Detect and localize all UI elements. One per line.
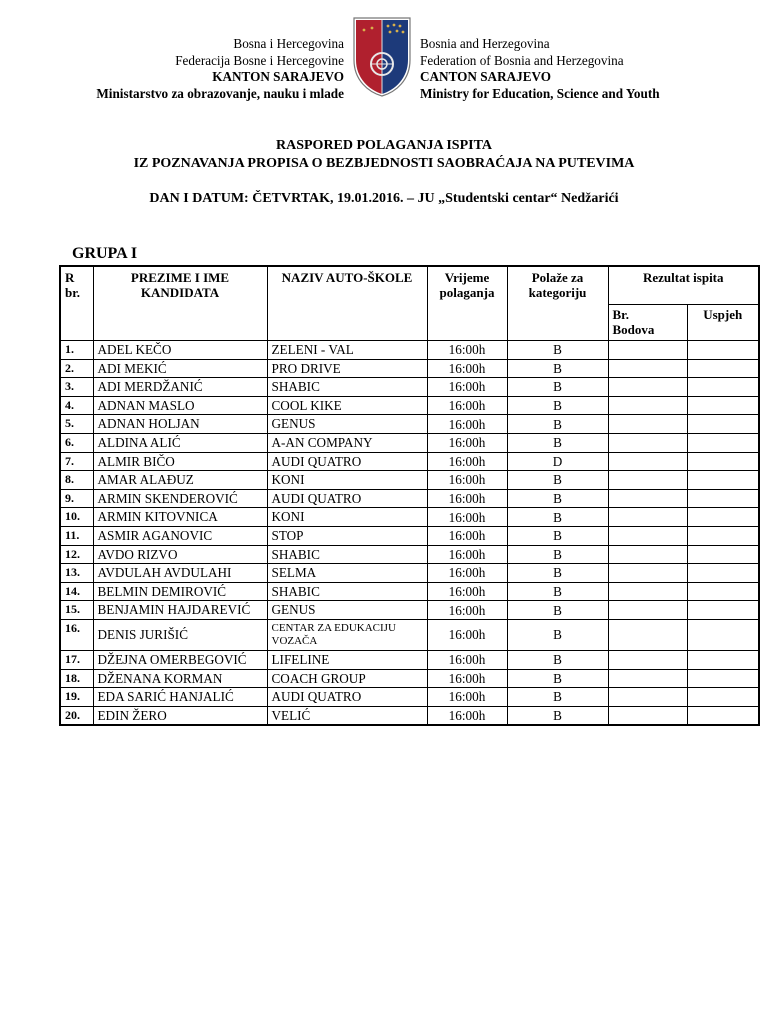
success-cell [687, 582, 759, 601]
points-cell [608, 489, 687, 508]
driving-school: GENUS [267, 601, 427, 620]
success-cell [687, 471, 759, 490]
points-cell [608, 601, 687, 620]
category: B [507, 688, 608, 707]
row-number: 9. [60, 489, 93, 508]
exam-time: 16:00h [427, 452, 507, 471]
exam-date-line: DAN I DATUM: ČETVRTAK, 19.01.2016. – JU „Studentski centar“ Nedžarići [149, 191, 619, 206]
letterhead-left [96, 36, 344, 102]
candidate-name: EDA SARIĆ HANJALIĆ [93, 688, 267, 707]
col-header-name: PREZIME I IME KANDIDATA [93, 266, 267, 341]
row-number: 4. [60, 396, 93, 415]
table-row [60, 706, 759, 725]
exam-time: 16:00h [427, 526, 507, 545]
row-number: 7. [60, 452, 93, 471]
driving-school: SHABIC [267, 545, 427, 564]
driving-school: KONI [267, 508, 427, 527]
table-row [60, 650, 759, 669]
exam-time: 16:00h [427, 471, 507, 490]
table-row [60, 601, 759, 620]
federation-en: Federation of Bosnia and Herzegovina [420, 52, 624, 68]
points-cell [608, 415, 687, 434]
col-header-category: Polaže za kategoriju [507, 266, 608, 341]
table-row [60, 688, 759, 707]
candidate-name: ARMIN KITOVNICA [93, 508, 267, 527]
category: B [507, 669, 608, 688]
col-header-time: Vrijeme polaganja [427, 266, 507, 341]
category: B [507, 564, 608, 583]
success-cell [687, 601, 759, 620]
exam-time: 16:00h [427, 706, 507, 725]
driving-school: ZELENI - VAL [267, 341, 427, 360]
country-en: Bosnia and Herzegovina [420, 36, 550, 51]
title-line-1: RASPORED POLAGANJA ISPITA [276, 138, 492, 153]
candidate-name: ADI MERDŽANIĆ [93, 378, 267, 397]
driving-school: STOP [267, 526, 427, 545]
exam-time: 16:00h [427, 378, 507, 397]
document-title [0, 137, 768, 173]
points-cell [608, 508, 687, 527]
success-cell [687, 650, 759, 669]
canton-coat-of-arms-icon [352, 16, 412, 98]
exam-time: 16:00h [427, 601, 507, 620]
row-number: 5. [60, 415, 93, 434]
row-number: 17. [60, 650, 93, 669]
ministry-en: Ministry for Education, Science and Youth [420, 85, 660, 101]
letterhead [0, 16, 768, 106]
success-cell [687, 341, 759, 360]
success-cell [687, 415, 759, 434]
driving-school: KONI [267, 471, 427, 490]
row-number: 13. [60, 564, 93, 583]
candidate-name: DENIS JURIŠIĆ [93, 619, 267, 650]
points-cell [608, 706, 687, 725]
category: B [507, 508, 608, 527]
points-cell [608, 359, 687, 378]
candidate-name: ALMIR BIČO [93, 452, 267, 471]
exam-time: 16:00h [427, 415, 507, 434]
col-header-school: NAZIV AUTO-ŠKOLE [267, 266, 427, 341]
success-cell [687, 452, 759, 471]
candidate-name: ADEL KEČO [93, 341, 267, 360]
points-cell [608, 619, 687, 650]
category: B [507, 582, 608, 601]
table-row [60, 564, 759, 583]
category: B [507, 471, 608, 490]
row-number: 20. [60, 706, 93, 725]
points-cell [608, 471, 687, 490]
candidate-name: ASMIR AGANOVIC [93, 526, 267, 545]
points-cell [608, 545, 687, 564]
row-number: 3. [60, 378, 93, 397]
driving-school: SELMA [267, 564, 427, 583]
exam-table-body [60, 341, 759, 726]
category: B [507, 341, 608, 360]
success-cell [687, 688, 759, 707]
canton-en: CANTON SARAJEVO [420, 69, 552, 84]
exam-time: 16:00h [427, 489, 507, 508]
table-row [60, 359, 759, 378]
row-number: 1. [60, 341, 93, 360]
category: B [507, 650, 608, 669]
candidate-name: AMAR ALAĐUZ [93, 471, 267, 490]
exam-time: 16:00h [427, 508, 507, 527]
candidate-name: AVDO RIZVO [93, 545, 267, 564]
points-cell [608, 564, 687, 583]
driving-school: VELIĆ [267, 706, 427, 725]
table-row [60, 471, 759, 490]
federation-bs: Federacija Bosne i Hercegovine [175, 52, 344, 68]
points-cell [608, 396, 687, 415]
table-row [60, 582, 759, 601]
exam-time: 16:00h [427, 341, 507, 360]
exam-time: 16:00h [427, 545, 507, 564]
driving-school: A-AN COMPANY [267, 433, 427, 452]
success-cell [687, 378, 759, 397]
title-line-2: IZ POZNAVANJA PROPISA O BEZBJEDNOSTI SAOBRAĆAJA NA PUTEVIMA [133, 156, 635, 171]
success-cell [687, 619, 759, 650]
driving-school: SHABIC [267, 378, 427, 397]
exam-time: 16:00h [427, 396, 507, 415]
col-header-points: Br. Bodova [608, 305, 687, 341]
success-cell [687, 359, 759, 378]
category: B [507, 433, 608, 452]
table-row [60, 619, 759, 650]
exam-time: 16:00h [427, 582, 507, 601]
exam-time: 16:00h [427, 359, 507, 378]
points-cell [608, 433, 687, 452]
table-row [60, 526, 759, 545]
category: B [507, 489, 608, 508]
row-number: 12. [60, 545, 93, 564]
table-row [60, 508, 759, 527]
candidate-name: ADNAN MASLO [93, 396, 267, 415]
driving-school: LIFELINE [267, 650, 427, 669]
points-cell [608, 452, 687, 471]
driving-school: COACH GROUP [267, 669, 427, 688]
driving-school: PRO DRIVE [267, 359, 427, 378]
category: B [507, 526, 608, 545]
exam-time: 16:00h [427, 688, 507, 707]
row-number: 2. [60, 359, 93, 378]
candidate-name: BELMIN DEMIROVIĆ [93, 582, 267, 601]
col-header-rbr: R br. [60, 266, 93, 341]
canton-bs: KANTON SARAJEVO [212, 69, 344, 84]
category: D [507, 452, 608, 471]
success-cell [687, 396, 759, 415]
row-number: 6. [60, 433, 93, 452]
exam-schedule-table [59, 265, 760, 726]
table-row [60, 341, 759, 360]
points-cell [608, 582, 687, 601]
category: B [507, 415, 608, 434]
row-number: 15. [60, 601, 93, 620]
candidate-name: ARMIN SKENDEROVIĆ [93, 489, 267, 508]
exam-time: 16:00h [427, 650, 507, 669]
category: B [507, 378, 608, 397]
driving-school: AUDI QUATRO [267, 688, 427, 707]
col-header-result: Rezultat ispita [608, 266, 759, 305]
success-cell [687, 545, 759, 564]
candidate-name: DŽEJNA OMERBEGOVIĆ [93, 650, 267, 669]
success-cell [687, 489, 759, 508]
points-cell [608, 650, 687, 669]
success-cell [687, 669, 759, 688]
table-row [60, 545, 759, 564]
candidate-name: ADNAN HOLJAN [93, 415, 267, 434]
candidate-name: EDIN ŽERO [93, 706, 267, 725]
row-number: 11. [60, 526, 93, 545]
row-number: 8. [60, 471, 93, 490]
table-row [60, 433, 759, 452]
table-row [60, 669, 759, 688]
table-row [60, 415, 759, 434]
category: B [507, 359, 608, 378]
col-header-success: Uspjeh [687, 305, 759, 341]
exam-time: 16:00h [427, 433, 507, 452]
success-cell [687, 526, 759, 545]
points-cell [608, 669, 687, 688]
table-row [60, 489, 759, 508]
ministry-bs: Ministarstvo za obrazovanje, nauku i mlade [96, 85, 344, 101]
row-number: 16. [60, 619, 93, 650]
category: B [507, 619, 608, 650]
points-cell [608, 688, 687, 707]
points-cell [608, 341, 687, 360]
success-cell [687, 706, 759, 725]
candidate-name: BENJAMIN HAJDAREVIĆ [93, 601, 267, 620]
driving-school: AUDI QUATRO [267, 489, 427, 508]
exam-time: 16:00h [427, 564, 507, 583]
table-row [60, 378, 759, 397]
row-number: 14. [60, 582, 93, 601]
group-heading: GRUPA I [72, 245, 138, 262]
exam-time: 16:00h [427, 619, 507, 650]
row-number: 10. [60, 508, 93, 527]
table-row [60, 452, 759, 471]
category: B [507, 396, 608, 415]
table-row [60, 396, 759, 415]
candidate-name: AVDULAH AVDULAHI [93, 564, 267, 583]
success-cell [687, 433, 759, 452]
points-cell [608, 526, 687, 545]
driving-school: CENTAR ZA EDUKACIJU VOZAČA [267, 619, 427, 650]
candidate-name: ALDINA ALIĆ [93, 433, 267, 452]
success-cell [687, 508, 759, 527]
driving-school: SHABIC [267, 582, 427, 601]
driving-school: COOL KIKE [267, 396, 427, 415]
row-number: 18. [60, 669, 93, 688]
row-number: 19. [60, 688, 93, 707]
points-cell [608, 378, 687, 397]
letterhead-right [420, 36, 660, 102]
driving-school: AUDI QUATRO [267, 452, 427, 471]
category: B [507, 601, 608, 620]
category: B [507, 545, 608, 564]
success-cell [687, 564, 759, 583]
candidate-name: DŽENANA KORMAN [93, 669, 267, 688]
driving-school: GENUS [267, 415, 427, 434]
category: B [507, 706, 608, 725]
country-bs: Bosna i Hercegovina [233, 36, 344, 51]
exam-time: 16:00h [427, 669, 507, 688]
candidate-name: ADI MEKIĆ [93, 359, 267, 378]
